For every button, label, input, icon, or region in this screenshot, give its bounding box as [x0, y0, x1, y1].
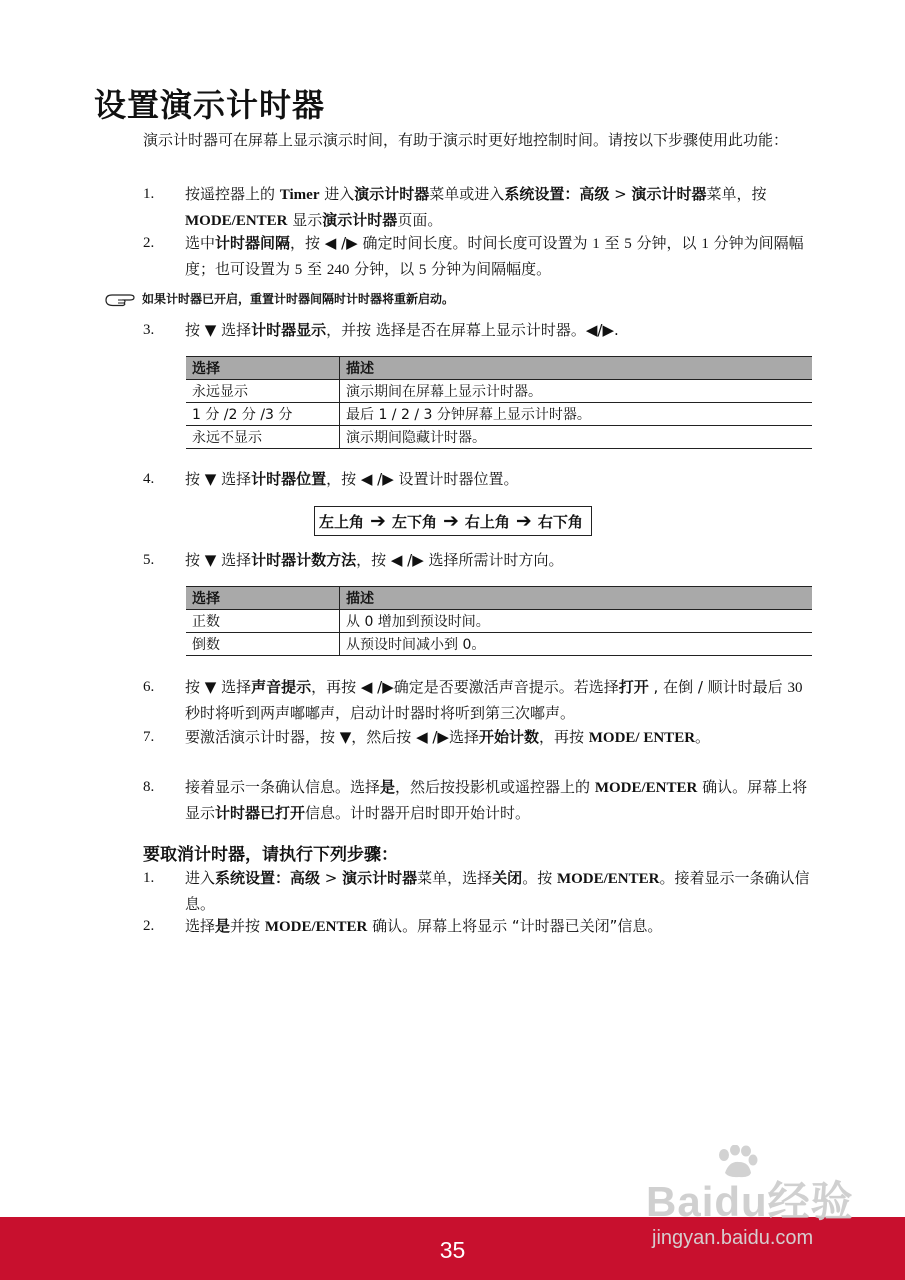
pointing-hand-icon	[104, 291, 138, 307]
step-number: 2.	[143, 918, 155, 934]
count-method-table	[186, 586, 812, 656]
table-row	[186, 426, 812, 449]
step-number: 1.	[143, 870, 155, 886]
table-cell: 正数	[186, 610, 340, 633]
step-number: 7.	[143, 729, 155, 745]
step-number: 3.	[143, 322, 155, 338]
page-title: 设置演示计时器	[94, 86, 326, 124]
step-5	[143, 548, 810, 573]
step-1	[143, 182, 810, 234]
table-cell: 最后 1 / 2 / 3 分钟屏幕上显示计时器。	[340, 403, 813, 426]
table-cell: 1 分 /2 分 /3 分	[186, 403, 340, 426]
position-top-right: 右上角	[464, 512, 510, 531]
table-row	[186, 380, 812, 403]
cancel-step-2	[143, 914, 810, 940]
table-cell: 永远不显示	[186, 426, 340, 449]
step-6	[143, 675, 810, 726]
step-number: 6.	[143, 679, 155, 695]
watermark-url: jingyan.baidu.com	[652, 1227, 814, 1249]
right-arrow-icon: ➔	[370, 509, 386, 532]
table-header: 选择	[186, 587, 340, 610]
table-cell: 演示期间在屏幕上显示计时器。	[340, 380, 813, 403]
right-arrow-icon: ➔	[442, 509, 459, 532]
step-number: 2.	[143, 235, 155, 251]
baidu-watermark	[640, 1145, 880, 1275]
table-row	[186, 610, 812, 633]
table-cell: 永远显示	[186, 380, 340, 403]
note	[104, 290, 454, 307]
step-text: 按 ▼ 选择计时器显示，并按 选择是否在屏幕上显示计时器。◀/▶.	[185, 321, 619, 339]
position-sequence	[314, 506, 592, 536]
step-number: 5.	[143, 552, 155, 568]
step-number: 8.	[143, 779, 155, 795]
table-cell: 从预设时间减小到 0。	[340, 633, 813, 656]
position-bottom-left: 左下角	[391, 512, 437, 531]
cancel-heading: 要取消计时器，请执行下列步骤：	[143, 845, 398, 865]
step-text: 按 ▼ 选择计时器计数方法，按 ◀ /▶ 选择所需计时方向。	[185, 551, 564, 569]
watermark-logo: Baidu经验	[646, 1178, 854, 1225]
position-bottom-right: 右下角	[537, 512, 583, 531]
step-2	[143, 231, 810, 283]
page-number: 35	[439, 1237, 466, 1263]
step-text: 按 ▼ 选择计时器位置，按 ◀ /▶ 设置计时器位置。	[185, 470, 519, 488]
step-7	[143, 725, 810, 751]
step-number: 1.	[143, 186, 155, 202]
cancel-step-1	[143, 866, 810, 917]
step-number: 4.	[143, 471, 155, 487]
step-text: 进入系统设置：高级 > 演示计时器菜单，选择关闭。按 MODE/ENTER。接着显示一条确认信息。	[185, 869, 810, 913]
table-header: 描述	[340, 587, 813, 610]
step-text: 选择是并按 MODE/ENTER 确认。屏幕上将显示 “计时器已关闭”信息。	[185, 917, 663, 935]
table-header-row	[186, 357, 812, 380]
intro-paragraph: 演示计时器可在屏幕上显示演示时间，有助于演示时更好地控制时间。请按以下步骤使用此功能：	[143, 131, 789, 149]
step-text: 要激活演示计时器，按 ▼，然后按 ◀ /▶选择开始计数，再按 MODE/ ENTER。	[185, 728, 711, 746]
display-options-table	[186, 356, 812, 449]
step-text: 接着显示一条确认信息。选择是，然后按投影机或遥控器上的 MODE/ENTER 确认。屏幕上将显示计时器已打开信息。计时器开启时即开始计时。	[185, 778, 808, 822]
step-3	[143, 318, 810, 343]
table-header-row	[186, 587, 812, 610]
position-top-left: 左上角	[319, 512, 365, 531]
step-8	[143, 775, 810, 826]
table-row	[186, 633, 812, 656]
step-text: 按 ▼ 选择声音提示，再按 ◀ /▶确定是否要激活声音提示。若选择打开 , 在倒 / 顺计时最后 30 秒时将听到两声嘟嘟声，启动计时器时将听到第三次嘟声。	[185, 678, 803, 722]
table-cell: 演示期间隐藏计时器。	[340, 426, 813, 449]
note-text: 如果计时器已开启，重置计时器间隔时计时器将重新启动。	[142, 292, 455, 306]
table-cell: 倒数	[186, 633, 340, 656]
right-arrow-icon: ➔	[515, 509, 532, 532]
step-text: 按遥控器上的 Timer 进入演示计时器菜单或进入系统设置：高级 > 演示计时器菜单，按 MODE/ENTER 显示演示计时器页面。	[185, 185, 767, 229]
step-text: 选中计时器间隔，按 ◀ /▶ 确定时间长度。时间长度可设置为 1 至 5 分钟，以 1 分钟为间隔幅度；也可设置为 5 至 240 分钟，以 5 分钟为间隔幅度。	[185, 234, 804, 278]
table-header: 描述	[340, 357, 813, 380]
table-cell: 从 0 增加到预设时间。	[340, 610, 813, 633]
step-4	[143, 467, 810, 492]
table-header: 选择	[186, 357, 340, 380]
table-row	[186, 403, 812, 426]
